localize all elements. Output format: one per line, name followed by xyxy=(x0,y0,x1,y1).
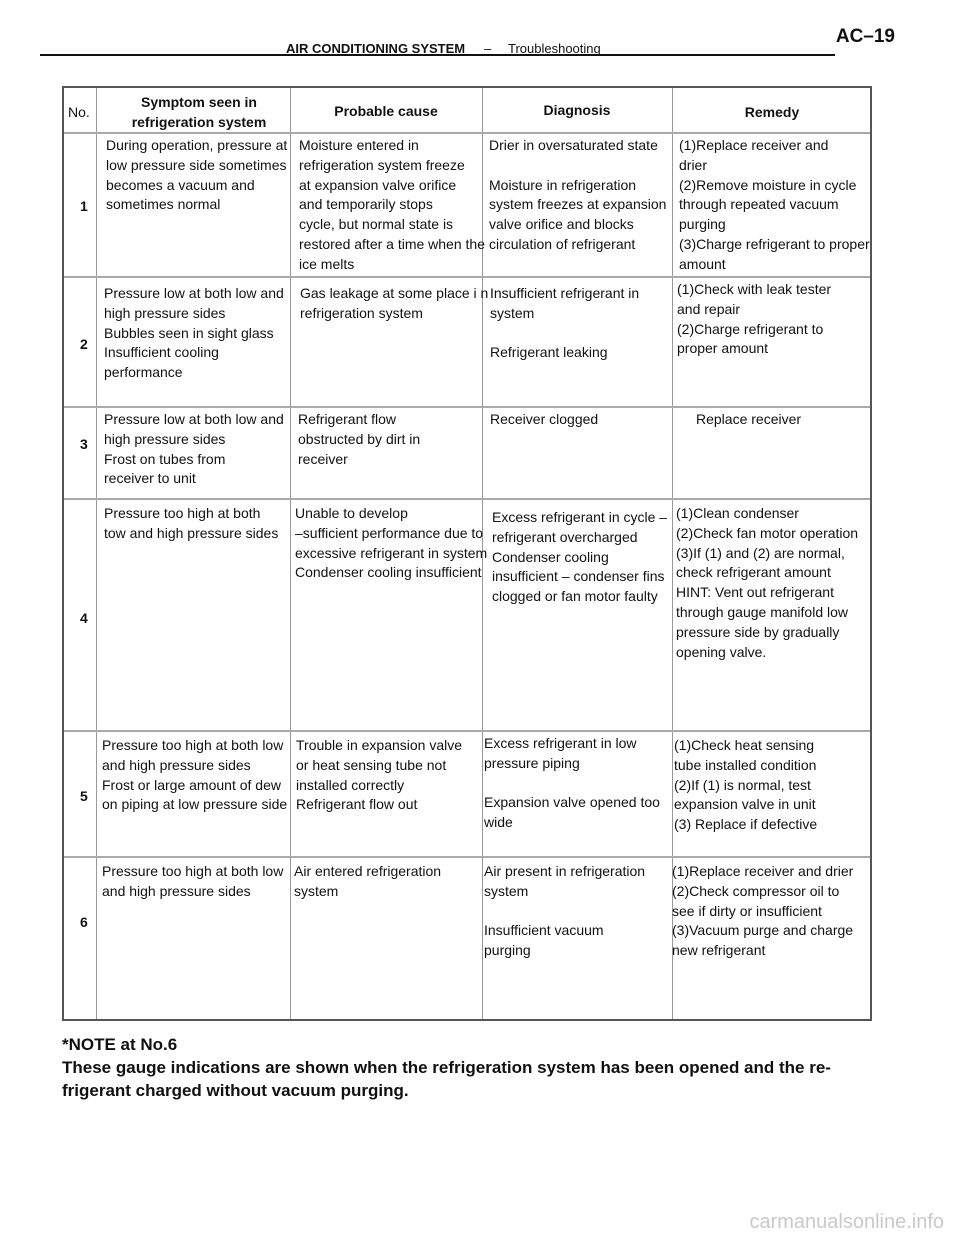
cause-cell: Moisture entered in refrigeration system freeze at expansion valve orifice and temporarily stops cycle, but normal state is restored after a time when the ice melts xyxy=(299,137,485,272)
row-divider xyxy=(64,406,870,408)
cause-cell: Trouble in expansion valve or heat sensing tube not installed correctly Refrigerant flow out xyxy=(296,737,463,813)
troubleshooting-table xyxy=(62,86,872,1021)
column-divider xyxy=(96,88,97,1019)
symptom-cell: Pressure low at both low and high pressure sides Frost on tubes from receiver to unit xyxy=(104,411,284,487)
system-title: AIR CONDITIONING SYSTEM xyxy=(286,41,466,56)
symptom-cell: Pressure too high at both low and high pressure sides Frost or large amount of dew on piping at low pressure side xyxy=(102,737,288,813)
row-divider xyxy=(64,498,870,500)
diagnosis-cell: Excess refrigerant in cycle – refrigerant overcharged Condenser cooling insufficient – condenser fins clogged or fan motor faulty xyxy=(492,509,668,605)
header-diagnosis: Diagnosis xyxy=(543,102,611,118)
section-title: Troubleshooting xyxy=(508,41,601,56)
header-remedy: Remedy xyxy=(744,104,800,120)
symptom-cell: Pressure too high at both tow and high pressure sides xyxy=(104,505,279,541)
note-text: These gauge indications are shown when the refrigeration system has been opened and the re- frigerant charged without vacuum purging. xyxy=(62,1058,831,1100)
page-code: AC–19 xyxy=(835,26,895,47)
diagnosis-cell: Air present in refrigeration system Insufficient vacuum purging xyxy=(484,863,646,959)
site-watermark: carmanualsonline.info xyxy=(749,1211,944,1233)
remedy-cell: (1)Check with leak tester and repair (2)Charge refrigerant to proper amount xyxy=(677,281,832,357)
diagnosis-cell: Drier in oversaturated state Moisture in refrigeration system freezes at expansion valve orifice and blocks circulation of refrigerant xyxy=(489,137,667,252)
row-divider xyxy=(64,276,870,278)
cause-cell: Gas leakage at some place i n refrigeration system xyxy=(300,285,489,321)
row-number: 3 xyxy=(80,436,88,452)
cause-cell: Air entered refrigeration system xyxy=(294,863,442,899)
symptom-cell: Pressure too high at both low and high pressure sides xyxy=(102,863,284,899)
remedy-cell: (1)Replace receiver and drier (2)Check compressor oil to see if dirty or insufficient (3)Vacuum purge and charge new refrigerant xyxy=(672,863,854,959)
cause-cell: Refrigerant flow obstructed by dirt in receiver xyxy=(298,411,421,467)
cause-cell: Unable to develop –sufficient performance due to excessive refrigerant in system Condenser cooling insufficient xyxy=(295,505,488,581)
row-number: 2 xyxy=(80,336,88,352)
title-separator: – xyxy=(484,41,492,56)
symptom-cell: During operation, pressure at low pressure side sometimes becomes a vacuum and sometimes normal xyxy=(106,137,288,213)
header-probable-cause: Probable cause xyxy=(334,103,438,119)
remedy-cell: (1)Check heat sensing tube installed condition (2)If (1) is normal, test expansion valve in unit (3) Replace if defective xyxy=(674,737,818,833)
header-no: No. xyxy=(68,104,90,120)
remedy-cell: Replace receiver xyxy=(696,411,802,427)
page-header xyxy=(40,10,895,58)
column-divider xyxy=(290,88,291,1019)
diagnosis-cell: Receiver clogged xyxy=(490,411,599,427)
row-number: 4 xyxy=(80,610,88,626)
row-number: 1 xyxy=(80,198,88,214)
row-number: 5 xyxy=(80,788,88,804)
row-divider xyxy=(64,730,870,732)
row-number: 6 xyxy=(80,914,88,930)
row-divider xyxy=(64,856,870,858)
remedy-cell: (1)Clean condenser (2)Check fan motor operation (3)If (1) and (2) are normal, check refrigerant amount HINT: Vent out refrigerant through gauge manifold low pressure side by gradually opening valve. xyxy=(676,505,859,660)
symptom-cell: Pressure low at both low and high pressure sides Bubbles seen in sight glass Insufficient cooling performance xyxy=(104,285,284,381)
remedy-cell: (1)Replace receiver and drier (2)Remove moisture in cycle through repeated vacuum purging (3)Charge refrigerant to proper amount xyxy=(679,137,870,272)
note-block xyxy=(62,1033,892,1102)
diagnosis-cell: Insufficient refrigerant in system Refrigerant leaking xyxy=(490,285,640,361)
diagnosis-cell: Excess refrigerant in low pressure piping Expansion valve opened too wide xyxy=(484,735,660,831)
note-title: *NOTE at No.6 xyxy=(62,1035,178,1054)
header-symptom: Symptom seen in refrigeration system xyxy=(131,94,267,130)
row-divider xyxy=(64,132,870,134)
